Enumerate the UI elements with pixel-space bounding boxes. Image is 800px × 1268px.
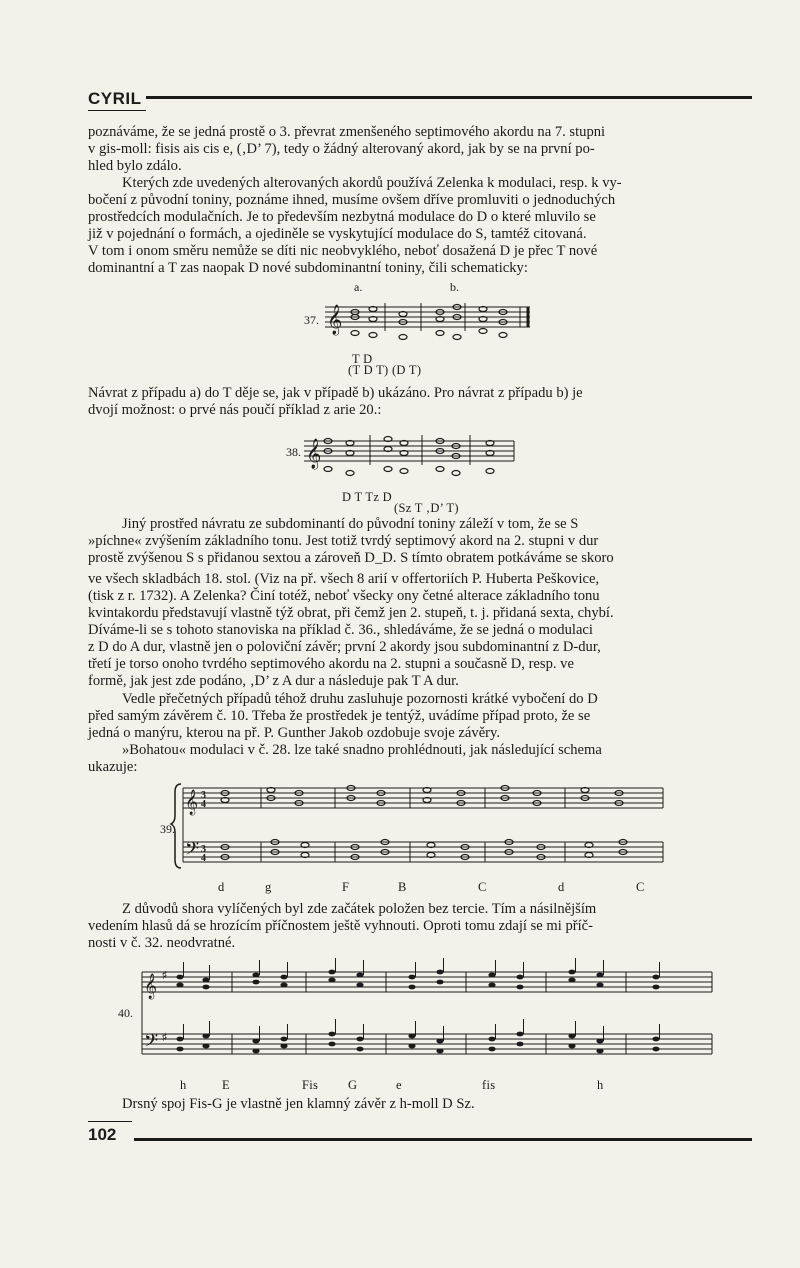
svg-text:𝄞: 𝄞 [185, 790, 199, 815]
bass-name: d [218, 880, 225, 894]
svg-text:♯: ♯ [162, 1032, 167, 1043]
svg-text:𝄢: 𝄢 [185, 839, 200, 864]
text-line: vedením hlasů dá se hrozícím příčnostem ještě vyhnouti. Oproti tomu zdají se mi příč- [88, 918, 593, 934]
text-line: hled bylo zdálo. [88, 158, 182, 174]
music-example-38 [304, 425, 519, 485]
footer-rule [88, 1121, 132, 1122]
svg-text:𝄞: 𝄞 [306, 439, 322, 469]
paragraph-8 [88, 1096, 752, 1113]
text-line: nosti v č. 32. neodvratné. [88, 935, 236, 951]
header-rule [146, 96, 752, 99]
text-line: třetí je torso onoho tvrdého septimového akordu na 2. stupni a současně D, resp. ve [88, 656, 574, 672]
text-line: prostě zvýšenou S s přidanou sextou a zároveň D_D. S tímto obratem potkáváme se skoro [88, 550, 614, 566]
bass-name: e [396, 1078, 402, 1092]
example-37-harmony-1: T D [352, 352, 373, 366]
text-line: ve všech skladbách 18. stol. (Viz na př. všech 8 arií v offertoriích P. Huberta Peškovice, [88, 571, 600, 587]
text-line: »píchne« zvýšením základního tonu. Jest totiž tvrdý septimový akord na 2. stupni v dur [88, 533, 599, 549]
bass-name: d [558, 880, 565, 894]
music-example-39 [175, 778, 667, 878]
text-line: »Bohatou« modulaci v č. 28. lze také snadno prohlédnouti, jak následující schema [122, 742, 602, 758]
text-line: Jiný prostřed návratu ze subdominantí do původní toniny záleží v tom, že se S [122, 516, 579, 532]
text-line: kvintakordu představují vlastně týž obrat, při čemž jen 2. stupeň, t. j. přidaná sexta, chybí. [88, 605, 614, 621]
paragraph-5 [88, 691, 752, 742]
svg-text:3: 3 [201, 790, 206, 801]
bass-name: h [597, 1078, 604, 1092]
text-line: v gis-moll: fisis ais cis e, (‚D’ 7), tedy o žádný alterovaný akord, jak by se na první po- [88, 141, 595, 157]
text-line: jedná o manýru, kterou na př. P. Gunther Jakob ozdobuje svoje závěry. [88, 725, 501, 741]
example-38-harmony-1: D T Tz D [342, 490, 392, 504]
paragraph-7 [88, 901, 752, 952]
example-38-harmony-2: (Sz T ‚D’ T) [394, 501, 459, 515]
text-line: z D do A dur, vlastně jen o poloviční závěr; první 2 akordy jsou subdominantní z D-dur, [88, 639, 601, 655]
bass-name: G [348, 1078, 358, 1092]
svg-text:3: 3 [201, 844, 206, 855]
paragraph-4 [88, 516, 752, 690]
bass-name: fis [482, 1078, 496, 1092]
text-line: ukazuje: [88, 759, 138, 775]
footer-rule-long [134, 1138, 752, 1141]
text-line: Díváme-li se s tohoto stanoviska na příklad č. 36., shledáváme, že se jedná o modulaci [88, 622, 593, 638]
text-line: Vedle přečetných případů téhož druhu zasluhuje pozornosti krátké vybočení do D [122, 691, 598, 707]
text-line: (tisk z r. 1732). A Zelenka? Činí totéž, neboť všecky ony četné alterace základního tonu [88, 588, 600, 604]
bass-name: C [478, 880, 487, 894]
bass-name: h [180, 1078, 187, 1092]
example-37-number: 37. [304, 313, 319, 327]
text-line: Kterých zde uvedených alterovaných akordů používá Zelenka k modulaci, resp. k vy- [122, 175, 622, 191]
text-line: dominantní a T zas naopak D nové subdominantní toniny, čili schematicky: [88, 260, 528, 276]
header-rule-thin [88, 110, 146, 111]
page-number: 102 [88, 1125, 117, 1144]
text-line: formě, jak jest zde podáno, ‚D’ z A dur a následuje pak T A dur. [88, 673, 459, 689]
example-37-label-b: b. [450, 280, 459, 294]
text-line: Návrat z případu a) do T děje se, jak v případě b) ukázáno. Pro návrat z případu b) je [88, 385, 583, 401]
bass-name: C [636, 880, 645, 894]
text-line: bočení z původní toniny, poznáme ihned, musíme ovšem dříve promluviti o jednoduchých [88, 192, 616, 208]
example-38-number: 38. [286, 445, 301, 459]
svg-text:𝄢: 𝄢 [144, 1031, 159, 1056]
bass-name: F [342, 880, 350, 894]
svg-text:𝄞: 𝄞 [144, 974, 158, 999]
example-39-number: 39. [160, 822, 175, 836]
svg-text:♯: ♯ [162, 970, 167, 981]
paragraph-1 [88, 124, 752, 175]
text-line: prostředcích modulačních. Je to především nezbytná modulace do D o které mluvilo se [88, 209, 596, 225]
text-line: před samým závěrem č. 10. Třeba že prostředek je tentýž, uvádíme případ proto, že se [88, 708, 591, 724]
svg-text:𝄞: 𝄞 [327, 305, 343, 335]
music-example-37 [325, 295, 535, 345]
bass-name: B [398, 880, 407, 894]
text-line: Z důvodů shora vylíčených byl zde začátek položen bez tercie. Tím a násilnějším [122, 901, 597, 917]
text-line: Drsný spoj Fis-G je vlastně jen klamný závěr z h-moll D Sz. [122, 1096, 475, 1112]
svg-text:4: 4 [201, 799, 206, 810]
bass-name: Fis [302, 1078, 319, 1092]
running-head: CYRIL [88, 89, 142, 108]
text-line: dvojí možnost: o prvé nás poučí příklad z arie 20.: [88, 402, 382, 418]
bass-name: g [265, 880, 272, 894]
paragraph-2 [88, 175, 752, 277]
music-example-40 [136, 958, 716, 1070]
text-line: poznáváme, že se jedná prostě o 3. převrat zmenšeného septimového akordu na 7. stupni [88, 124, 606, 140]
example-40-number: 40. [118, 1006, 133, 1020]
paragraph-3 [88, 385, 752, 419]
svg-text:4: 4 [201, 853, 206, 864]
example-37-harmony-2: (T D T) (D T) [348, 363, 422, 377]
text-line: již v pojednání o formách, a ojediněle se vyskytující modulace do S, tamtéž citovaná. [88, 226, 587, 242]
bass-name: E [222, 1078, 230, 1092]
text-line: V tom i onom směru nemůže se díti nic neobvyklého, neboť dosažená D je přec T nové [88, 243, 598, 259]
example-37-label-a: a. [354, 280, 363, 294]
paragraph-6 [88, 742, 752, 776]
